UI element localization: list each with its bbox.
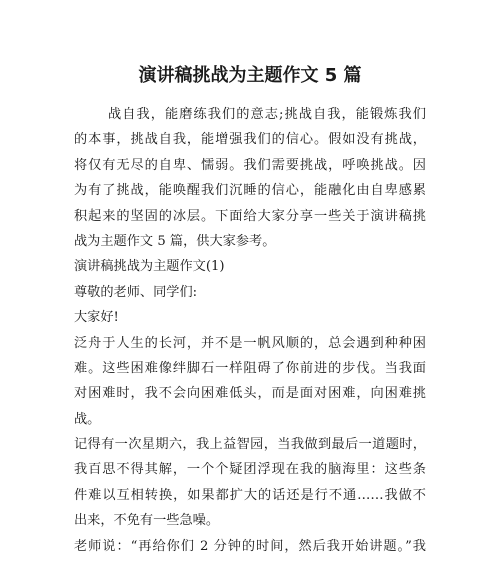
document-title: 演讲稿挑战为主题作文 5 篇 — [138, 65, 362, 86]
text-line: 出来，不免有一些急噪。 — [74, 513, 220, 529]
text-line: 记得有一次星期六，我上益智园，当我做到最后一道题时， — [74, 437, 426, 453]
text-line: 的本事，挑战自我，能增强我们的信心。假如没有挑战， — [74, 132, 426, 148]
text-line: 大家好! — [74, 310, 119, 326]
text-line: 我百思不得其解，一个个疑团浮现在我的脑海里：这些条 — [74, 462, 426, 478]
text-line: 演讲稿挑战为主题作文(1) — [74, 259, 225, 275]
text-line: 战。 — [74, 411, 101, 427]
text-line: 积起来的坚固的冰层。下面给大家分享一些关于演讲稿挑 — [74, 208, 426, 224]
document-body — [74, 102, 426, 559]
text-line: 难。这些困难像绊脚石一样阻碍了你前进的步伐。当我面 — [74, 360, 426, 376]
text-line: 将仅有无尽的自卑、懦弱。我们需要挑战，呼唤挑战。因 — [74, 157, 426, 173]
text-line: 尊敬的老师、同学们: — [74, 284, 198, 300]
text-line: 战自我，能磨练我们的意志;挑战自我，能锻炼我们 — [108, 107, 426, 122]
text-line: 件难以互相转换，如果都扩大的话还是行不通……我做不 — [74, 487, 426, 503]
text-line: 泛舟于人生的长河，并不是一帆风顺的，总会遇到种种困 — [74, 335, 426, 351]
text-line: 为有了挑战，能唤醒我们沉睡的信心，能融化由自卑感累 — [74, 183, 426, 199]
text-line: 战为主题作文 5 篇，供大家参考。 — [74, 233, 276, 249]
text-line: 老师说：“再给你们 2 分钟的时间，然后我开始讲题。”我 — [74, 538, 426, 554]
text-line: 对困难时，我不会向困难低头，而是面对困难，向困难挑 — [74, 386, 426, 402]
